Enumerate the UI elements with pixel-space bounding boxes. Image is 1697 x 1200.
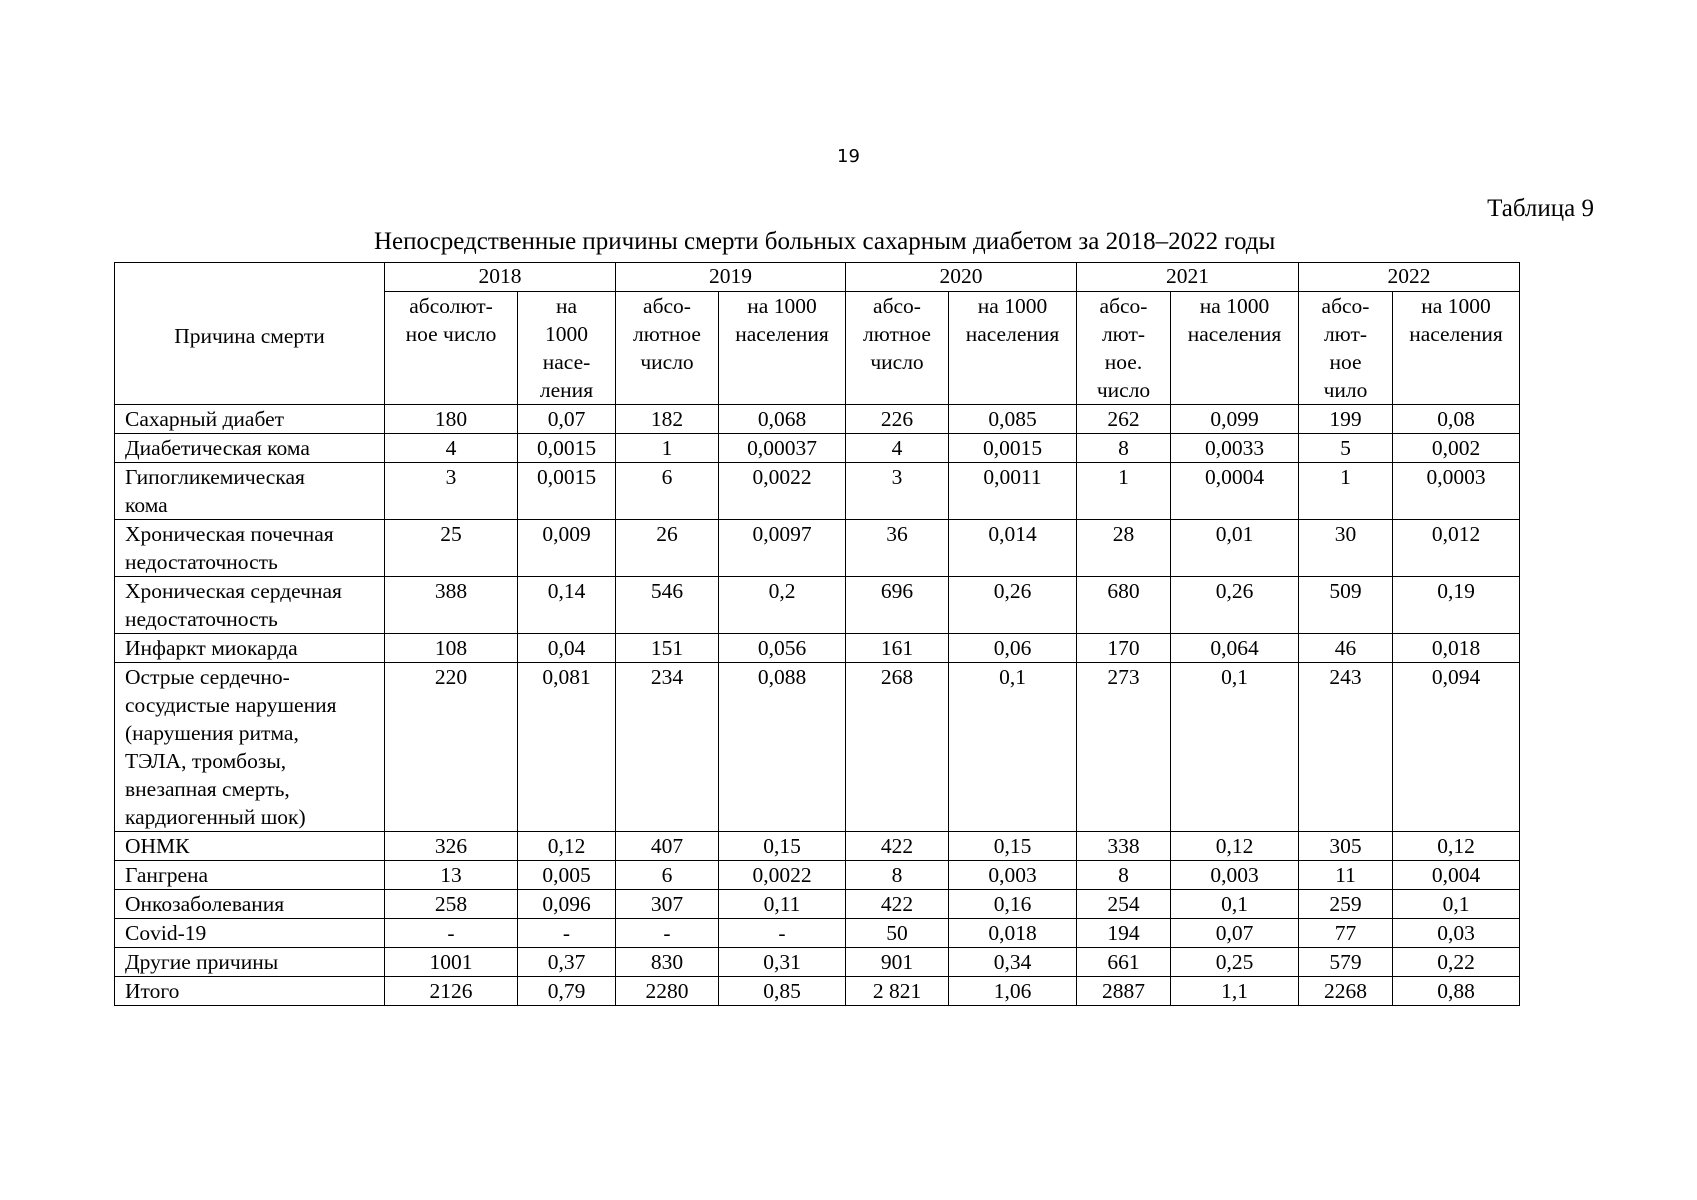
absolute-number-cell: - [616,919,719,948]
absolute-number-cell: 2126 [385,977,518,1006]
absolute-number-cell: 1 [1299,463,1393,520]
year-header: 2021 [1077,263,1299,292]
subheader-line: насе- [542,350,591,374]
per-1000-cell: 0,11 [719,890,846,919]
absolute-number-cell: 407 [616,832,719,861]
absolute-number-cell: 2280 [616,977,719,1006]
table-row [115,832,1520,861]
absolute-number-cell: 8 [1077,434,1171,463]
cause-name-line: Инфаркт миокарда [125,636,298,660]
cause-name-line: Диабетическая кома [125,436,310,460]
per-1000-cell: - [719,919,846,948]
year-header: 2019 [616,263,846,292]
absolute-number-cell: 46 [1299,634,1393,663]
absolute-number-cell: 2887 [1077,977,1171,1006]
absolute-number-cell: 4 [846,434,949,463]
absolute-number-cell: 77 [1299,919,1393,948]
per-1000-cell: 0,0097 [719,520,846,577]
table-body [115,405,1520,1006]
subheader-line: абсо- [643,294,691,318]
absolute-number-cell: 307 [616,890,719,919]
cause-name-line: Острые сердечно- [125,665,290,689]
absolute-number-cell: 6 [616,861,719,890]
cause-name-line: кардиогенный шок) [125,805,306,829]
absolute-number-cell: 258 [385,890,518,919]
per-1000-cell: 1,1 [1171,977,1299,1006]
absolute-number-cell: 661 [1077,948,1171,977]
per-1000-cell: 0,12 [1171,832,1299,861]
per-1000-cell: 0,08 [1393,405,1520,434]
absolute-number-cell: 262 [1077,405,1171,434]
absolute-number-cell: 3 [846,463,949,520]
cause-column-header: Причина смерти [115,263,385,405]
absolute-number-cell: 13 [385,861,518,890]
table-title: Непосредственные причины смерти больных сахарным диабетом за 2018–2022 годы [374,228,1276,255]
subheader-line: на 1000 [747,294,817,318]
per-1000-cell: 0,07 [518,405,616,434]
cause-name-line: кома [125,493,168,517]
per-1000-cell: 0,096 [518,890,616,919]
absolute-number-cell: 2268 [1299,977,1393,1006]
per-1000-cell: 0,094 [1393,663,1520,832]
subheader-line: число [1096,378,1151,402]
per-1000-cell: 0,009 [518,520,616,577]
subheader-line: на 1000 [1199,294,1270,318]
table-row [115,405,1520,434]
per-1000-cell: 0,088 [719,663,846,832]
cause-name [115,948,385,977]
per-1000-cell: 0,00037 [719,434,846,463]
per-1000-cell: 0,018 [1393,634,1520,663]
cause-name-line: Гангрена [125,863,209,887]
table-row [115,890,1520,919]
per-1000-cell: 0,26 [1171,577,1299,634]
per-1000-header [518,292,616,405]
absolute-number-cell: 36 [846,520,949,577]
absolute-number-header [616,292,719,405]
cause-name [115,463,385,520]
absolute-number-cell: 579 [1299,948,1393,977]
subheader-line: ления [539,378,594,402]
per-1000-cell: 0,03 [1393,919,1520,948]
absolute-number-cell: 4 [385,434,518,463]
cause-name-line: ТЭЛА, тромбозы, [125,749,287,773]
absolute-number-cell: 268 [846,663,949,832]
absolute-number-cell: 151 [616,634,719,663]
per-1000-cell: 0,004 [1393,861,1520,890]
mortality-table [114,262,1520,1006]
per-1000-cell: 0,068 [719,405,846,434]
subheader-line: населения [735,322,829,346]
year-header: 2018 [385,263,616,292]
subheader-line: абсо- [1321,294,1370,318]
per-1000-header [1171,292,1299,405]
per-1000-cell: 0,014 [949,520,1077,577]
cause-name [115,434,385,463]
per-1000-cell: 0,003 [949,861,1077,890]
per-1000-cell: 0,79 [518,977,616,1006]
absolute-number-cell: 234 [616,663,719,832]
absolute-number-cell: 182 [616,405,719,434]
subheader-line: абсо- [1099,294,1148,318]
cause-name-line: Гипогликемическая [125,465,305,489]
per-1000-cell: 0,005 [518,861,616,890]
per-1000-cell: 0,07 [1171,919,1299,948]
per-1000-cell: 0,19 [1393,577,1520,634]
subheader-line: лют- [1101,322,1146,346]
cause-name [115,577,385,634]
table-row [115,977,1520,1006]
per-1000-header [719,292,846,405]
per-1000-cell: 0,0015 [518,434,616,463]
absolute-number-cell: 5 [1299,434,1393,463]
cause-name-line: Covid-19 [125,921,207,945]
per-1000-cell: 0,06 [949,634,1077,663]
table-row [115,520,1520,577]
absolute-number-cell: 509 [1299,577,1393,634]
absolute-number-cell: 254 [1077,890,1171,919]
per-1000-cell: 0,88 [1393,977,1520,1006]
table-row [115,634,1520,663]
absolute-number-cell: 901 [846,948,949,977]
absolute-number-cell: 226 [846,405,949,434]
per-1000-cell: 0,002 [1393,434,1520,463]
per-1000-cell: 0,04 [518,634,616,663]
cause-name-line: недостаточность [125,607,278,631]
absolute-number-cell: 338 [1077,832,1171,861]
absolute-number-cell: 26 [616,520,719,577]
absolute-number-cell: 1 [616,434,719,463]
per-1000-cell: 0,056 [719,634,846,663]
cause-name-line: недостаточность [125,550,278,574]
per-1000-cell: 0,099 [1171,405,1299,434]
subheader-line: число [640,350,694,374]
absolute-number-header [1077,292,1171,405]
cause-name-line: Онкозаболевания [125,892,285,916]
absolute-number-cell: 180 [385,405,518,434]
per-1000-cell: 0,0015 [949,434,1077,463]
per-1000-header [949,292,1077,405]
cause-name [115,861,385,890]
per-1000-cell: 0,0003 [1393,463,1520,520]
absolute-number-cell: 546 [616,577,719,634]
per-1000-cell: 0,1 [1171,663,1299,832]
per-1000-header [1393,292,1520,405]
per-1000-cell: 0,085 [949,405,1077,434]
year-header: 2020 [846,263,1077,292]
subheader-line: на [555,294,578,318]
table-row [115,463,1520,520]
per-1000-cell: 0,15 [949,832,1077,861]
per-1000-cell: 0,012 [1393,520,1520,577]
absolute-number-cell: 30 [1299,520,1393,577]
year-header: 2022 [1299,263,1520,292]
cause-name-line: сосудистые нарушения [125,693,337,717]
table-row [115,663,1520,832]
absolute-number-cell: 8 [846,861,949,890]
absolute-number-header [846,292,949,405]
absolute-number-cell: 305 [1299,832,1393,861]
per-1000-cell: 0,0015 [518,463,616,520]
absolute-number-cell: - [385,919,518,948]
absolute-number-cell: 8 [1077,861,1171,890]
subheader-line: населения [1409,322,1503,346]
subheader-line: лютное [633,322,701,346]
cause-name [115,405,385,434]
absolute-number-cell: 259 [1299,890,1393,919]
subheader-line: населения [965,322,1060,346]
cause-name [115,919,385,948]
absolute-number-cell: 170 [1077,634,1171,663]
per-1000-cell: 0,31 [719,948,846,977]
per-1000-cell: 0,1 [1171,890,1299,919]
absolute-number-cell: 422 [846,832,949,861]
cause-name-line: Хроническая сердечная [125,579,342,603]
absolute-number-cell: 422 [846,890,949,919]
per-1000-cell: 0,0011 [949,463,1077,520]
absolute-number-cell: 199 [1299,405,1393,434]
absolute-number-cell: 1001 [385,948,518,977]
per-1000-cell: 0,37 [518,948,616,977]
absolute-number-cell: 388 [385,577,518,634]
subheader-line: ное. [1104,350,1143,374]
per-1000-cell: 0,0004 [1171,463,1299,520]
subheader-line: чило [1323,378,1368,402]
table-label: Таблица 9 [1487,195,1594,222]
per-1000-cell: 0,064 [1171,634,1299,663]
subheader-line: абсолют- [409,294,493,318]
per-1000-cell: 0,16 [949,890,1077,919]
per-1000-cell: 0,018 [949,919,1077,948]
absolute-number-cell: 273 [1077,663,1171,832]
table-row [115,919,1520,948]
absolute-number-cell: 220 [385,663,518,832]
subheader-line: населения [1187,322,1282,346]
absolute-number-cell: 11 [1299,861,1393,890]
per-1000-cell: 0,12 [518,832,616,861]
cause-name-line: ОНМК [125,834,190,858]
per-1000-cell: 0,22 [1393,948,1520,977]
absolute-number-cell: 25 [385,520,518,577]
absolute-number-header [385,292,518,405]
per-1000-cell: 1,06 [949,977,1077,1006]
cause-name-line: Хроническая почечная [125,522,334,546]
absolute-number-cell: 1 [1077,463,1171,520]
absolute-number-cell: 243 [1299,663,1393,832]
cause-name-line: внезапная смерть, [125,777,290,801]
subheader-line: ное [1329,350,1362,374]
subheader-line: лютное [863,322,931,346]
cause-name [115,977,385,1006]
absolute-number-cell: 2 821 [846,977,949,1006]
per-1000-cell: 0,85 [719,977,846,1006]
absolute-number-cell: 696 [846,577,949,634]
absolute-number-cell: 50 [846,919,949,948]
absolute-number-cell: 161 [846,634,949,663]
per-1000-cell: 0,25 [1171,948,1299,977]
absolute-number-cell: 6 [616,463,719,520]
per-1000-cell: 0,01 [1171,520,1299,577]
per-1000-cell: 0,1 [949,663,1077,832]
absolute-number-cell: 326 [385,832,518,861]
per-1000-cell: 0,34 [949,948,1077,977]
cause-name [115,634,385,663]
per-1000-cell: 0,003 [1171,861,1299,890]
page-number: 19 [837,146,860,167]
table-row [115,434,1520,463]
per-1000-cell: 0,15 [719,832,846,861]
per-1000-cell: 0,2 [719,577,846,634]
per-1000-cell: 0,081 [518,663,616,832]
per-1000-cell: 0,26 [949,577,1077,634]
cause-name [115,890,385,919]
table-row [115,861,1520,890]
absolute-number-header [1299,292,1393,405]
cause-name [115,663,385,832]
per-1000-cell: 0,0033 [1171,434,1299,463]
per-1000-cell: 0,1 [1393,890,1520,919]
per-1000-cell: 0,12 [1393,832,1520,861]
table-row [115,948,1520,977]
absolute-number-cell: 3 [385,463,518,520]
cause-name-line: Сахарный диабет [125,407,285,431]
cause-name-line: Другие причины [125,950,279,974]
subheader-line: лют- [1323,322,1368,346]
absolute-number-cell: 194 [1077,919,1171,948]
per-1000-cell: 0,0022 [719,463,846,520]
subheader-line: ное число [405,322,497,346]
subheader-line: на 1000 [1421,294,1491,318]
cause-name [115,832,385,861]
subheader-line: на 1000 [977,294,1048,318]
per-1000-cell: 0,0022 [719,861,846,890]
absolute-number-cell: 680 [1077,577,1171,634]
absolute-number-cell: 108 [385,634,518,663]
cause-name-line: Итого [125,979,180,1003]
absolute-number-cell: 28 [1077,520,1171,577]
subheader-line: абсо- [873,294,921,318]
cause-name [115,520,385,577]
per-1000-cell: - [518,919,616,948]
subheader-line: 1000 [545,322,588,346]
cause-name-line: (нарушения ритма, [125,721,299,745]
table-row [115,577,1520,634]
year-header-row [115,263,1520,292]
subheader-line: число [870,350,924,374]
absolute-number-cell: 830 [616,948,719,977]
per-1000-cell: 0,14 [518,577,616,634]
